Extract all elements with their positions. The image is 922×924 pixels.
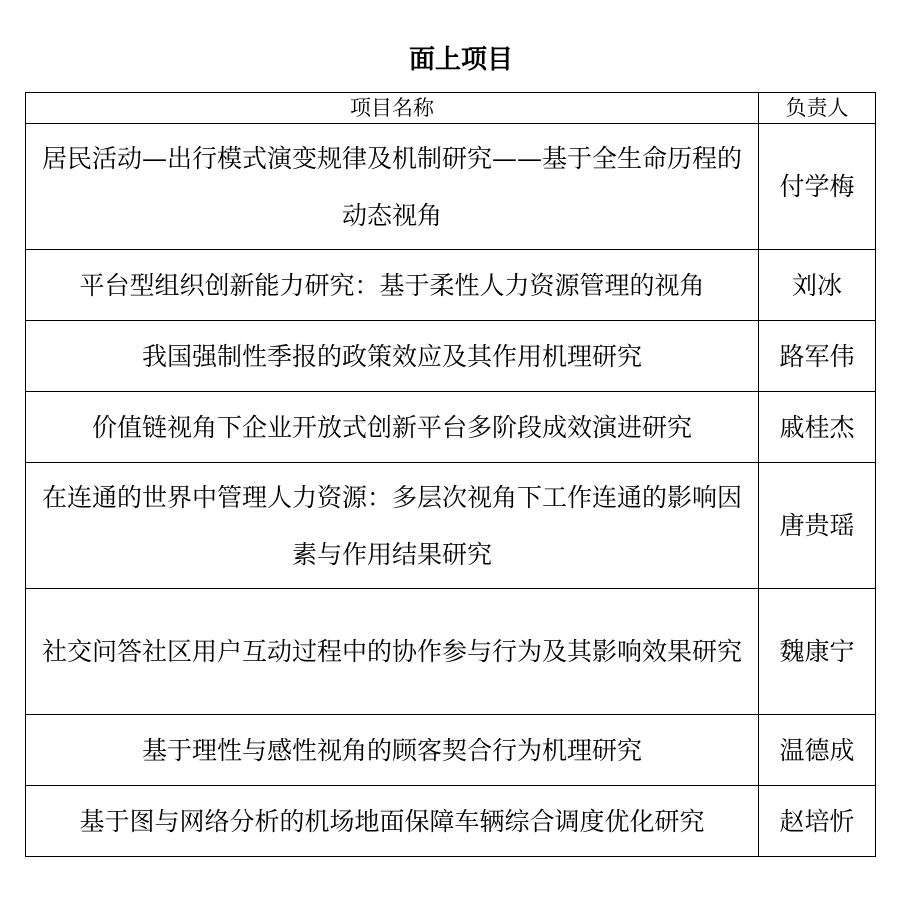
- project-name-cell: [26, 786, 759, 857]
- project-name-cell: [26, 250, 759, 321]
- project-name: 平台型组织创新能力研究：基于柔性人力资源管理的视角: [79, 270, 705, 300]
- projects-table: [25, 92, 876, 857]
- project-name-cell: [26, 463, 759, 589]
- column-header-lead: 负责人: [759, 93, 876, 124]
- table-row: [26, 463, 876, 589]
- project-name: 基于理性与感性视角的顾客契合行为机理研究: [141, 735, 642, 765]
- project-lead-cell: 戚桂杰: [759, 392, 876, 463]
- project-lead-cell: 路军伟: [759, 321, 876, 392]
- table-row: [26, 589, 876, 715]
- project-name: 价值链视角下企业开放式创新平台多阶段成效演进研究: [91, 412, 692, 442]
- project-name-cell: [26, 715, 759, 786]
- table-header-row: [26, 93, 876, 124]
- project-lead-cell: 刘冰: [759, 250, 876, 321]
- project-name-cell: [26, 124, 759, 250]
- project-name: 社交问答社区用户互动过程中的协作参与行为及其影响效果研究: [41, 637, 742, 666]
- project-lead-cell: 温德成: [759, 715, 876, 786]
- project-name: 在连通的世界中管理人力资源：多层次视角下工作连通的影响因素与作用结果研究: [41, 482, 742, 569]
- table-row: [26, 392, 876, 463]
- column-header-name: 项目名称: [26, 93, 759, 124]
- project-lead-cell: 付学梅: [759, 124, 876, 250]
- table-row: [26, 715, 876, 786]
- project-name: 居民活动—出行模式演变规律及机制研究——基于全生命历程的动态视角: [41, 143, 742, 230]
- project-name-cell: [26, 392, 759, 463]
- table-row: [26, 124, 876, 250]
- project-name-cell: [26, 589, 759, 715]
- table-row: [26, 250, 876, 321]
- project-lead-cell: 唐贵瑶: [759, 463, 876, 589]
- project-name-cell: [26, 321, 759, 392]
- page-title: 面上项目: [408, 45, 513, 75]
- project-name: 基于图与网络分析的机场地面保障车辆综合调度优化研究: [79, 806, 705, 836]
- project-lead-cell: 魏康宁: [759, 589, 876, 715]
- table-row: [26, 321, 876, 392]
- project-name: 我国强制性季报的政策效应及其作用机理研究: [141, 341, 642, 371]
- project-lead-cell: 赵培忻: [759, 786, 876, 857]
- table-row: [26, 786, 876, 857]
